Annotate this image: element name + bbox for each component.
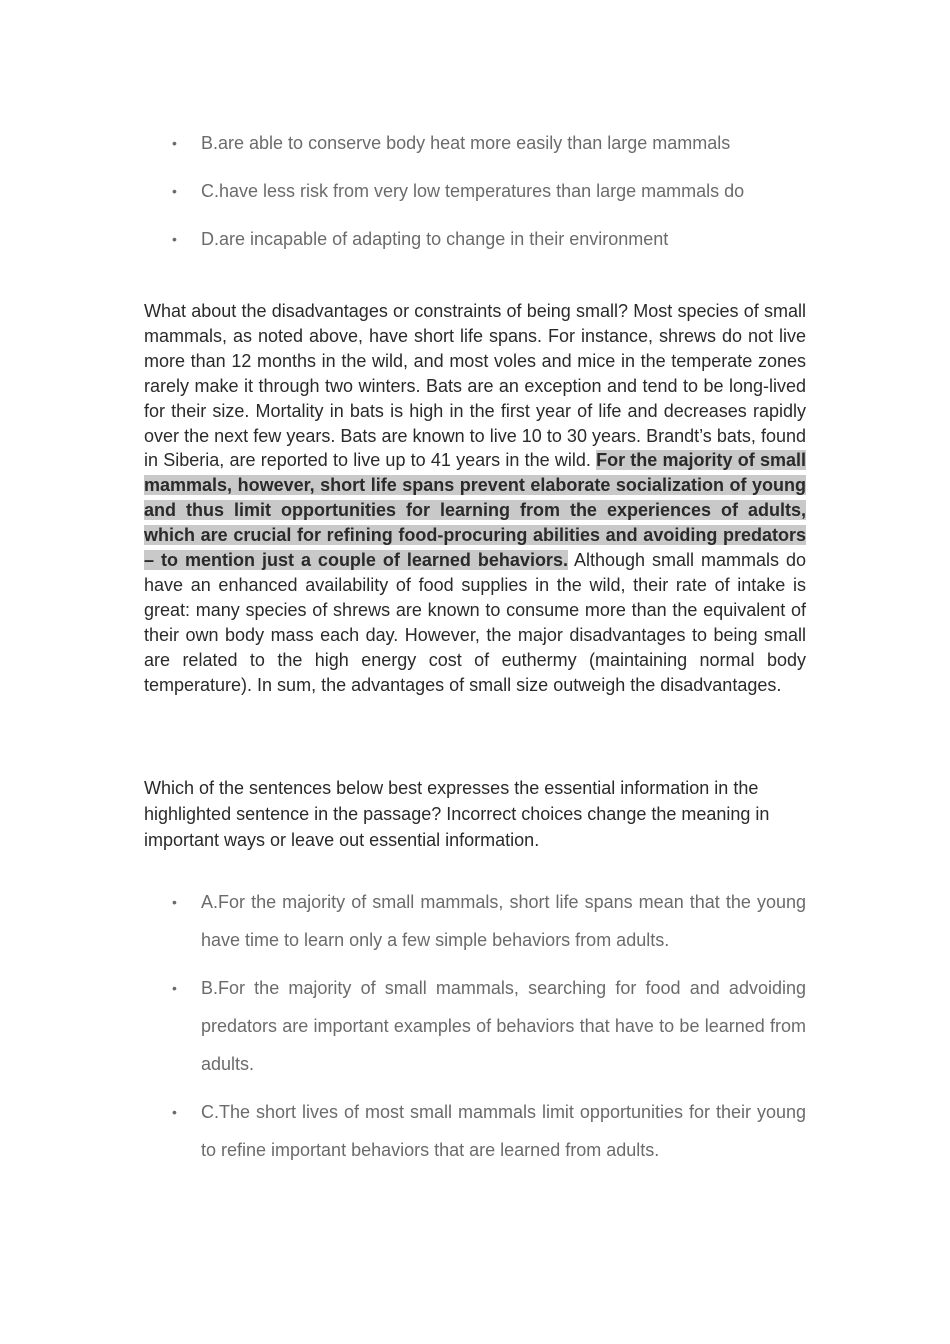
answer-option-b[interactable] bbox=[144, 969, 806, 1083]
option-label: A.For the majority of small mammals, short life spans mean that the young have time to learn only a few simple behaviors from adults. bbox=[201, 892, 806, 950]
answer-option-c[interactable] bbox=[144, 1093, 806, 1169]
option-d[interactable] bbox=[144, 224, 806, 254]
answer-options bbox=[144, 883, 806, 1179]
previous-question-options bbox=[144, 128, 806, 272]
option-b[interactable] bbox=[144, 128, 806, 158]
bullet-icon: • bbox=[172, 183, 177, 199]
bullet-icon: • bbox=[172, 1104, 177, 1120]
option-c[interactable] bbox=[144, 176, 806, 206]
option-label: C.have less risk from very low temperatures than large mammals do bbox=[201, 181, 745, 201]
bullet-icon: • bbox=[172, 894, 177, 910]
highlighted-sentence: For the majority of small mammals, however, short life spans prevent elaborate socialization of young and thus limit opportunities for learning from the experiences of adults, which are crucial for refining food-procuring abilities and avoiding predators – to mention just a couple of learned behaviors. bbox=[144, 450, 806, 571]
option-label: D.are incapable of adapting to change in their environment bbox=[201, 229, 669, 249]
option-label: C.The short lives of most small mammals limit opportunities for their young to refine important behaviors that are learned from adults. bbox=[201, 1102, 806, 1160]
passage-text-before: What about the disadvantages or constraints of being small? Most species of small mammals, as noted above, have short life spans. For instance, shrews do not live more than 12 months in the wild, and most voles and mice in the temperate zones rarely make it through two winters. Bats are an exception and tend to be long-lived for their size. Mortality in bats is high in the first year of life and decreases rapidly over the next few years. Bats are known to live 10 to 30 years. Brandt’s bats, found in Siberia, are reported to live up to 41 years in the wild. bbox=[144, 301, 806, 471]
passage-text-after: Although small mammals do have an enhanced availability of food supplies in the wild, their rate of intake is great: many species of shrews are known to consume more than the equivalent of their own body mass each day. However, the major disadvantages to being small are related to the high energy cost of euthermy (maintaining normal body temperature). In sum, the advantages of small size outweigh the disadvantages. bbox=[144, 550, 806, 695]
bullet-icon: • bbox=[172, 231, 177, 247]
option-label: B.For the majority of small mammals, searching for food and advoiding predators are important examples of behaviors that have to be learned from adults. bbox=[201, 978, 806, 1074]
option-label: B.are able to conserve body heat more easily than large mammals bbox=[201, 133, 731, 153]
passage-paragraph bbox=[144, 299, 806, 698]
bullet-icon: • bbox=[172, 135, 177, 151]
bullet-icon: • bbox=[172, 980, 177, 996]
question-prompt: Which of the sentences below best expresses the essential information in the highlighted sentence in the passage? Incorrect choices change the meaning in important ways or leave out essential information. bbox=[144, 778, 770, 850]
answer-option-a[interactable] bbox=[144, 883, 806, 959]
